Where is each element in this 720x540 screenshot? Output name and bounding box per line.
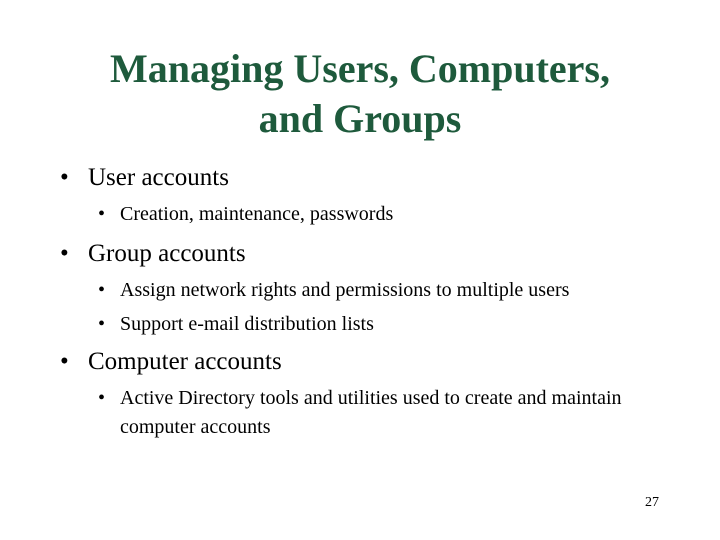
bullet-text: User accounts xyxy=(88,164,229,191)
sub-bullet-icon: • xyxy=(98,313,106,335)
sub-bullet-text: Creation, maintenance, passwords xyxy=(120,203,394,225)
bullet-icon: • xyxy=(60,348,69,375)
title-line-1: Managing Users, Computers, xyxy=(110,46,610,91)
sub-bullet-creation xyxy=(98,200,680,229)
sub-bullet-assign-rights xyxy=(98,276,680,305)
sub-bullet-text: Assign network rights and permissions to multiple users xyxy=(120,279,570,301)
slide-title xyxy=(40,44,680,144)
page-number: 27 xyxy=(645,495,659,510)
bullet-user-accounts xyxy=(60,163,229,193)
title-line-2: and Groups xyxy=(258,96,462,141)
sub-bullet-icon: • xyxy=(98,203,106,225)
bullet-text: Computer accounts xyxy=(88,348,282,375)
sub-bullet-text: Active Directory tools and utilities used to create and maintain computer accounts xyxy=(120,387,622,438)
sub-bullet-email-lists xyxy=(98,310,680,339)
bullet-group-accounts xyxy=(60,239,246,269)
sub-bullet-icon: • xyxy=(98,387,106,409)
bullet-text: Group accounts xyxy=(88,240,246,267)
bullet-icon: • xyxy=(60,164,69,191)
sub-bullet-ad-tools xyxy=(98,384,640,442)
sub-bullet-icon: • xyxy=(98,279,106,301)
bullet-computer-accounts xyxy=(60,347,282,377)
sub-bullet-text: Support e-mail distribution lists xyxy=(120,313,374,335)
bullet-icon: • xyxy=(60,240,69,267)
